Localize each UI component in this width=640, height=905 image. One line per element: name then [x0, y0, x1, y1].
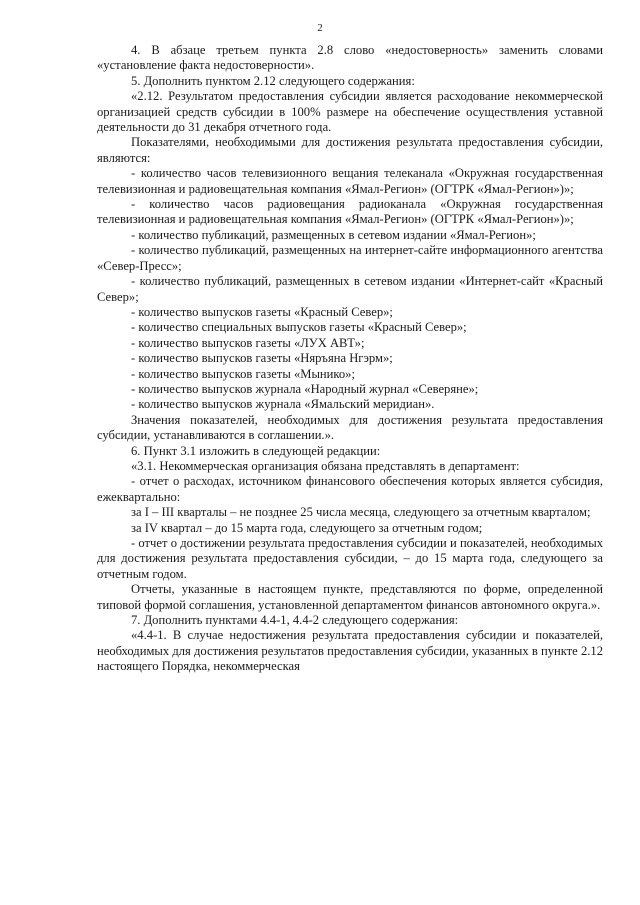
paragraph-2-12: «2.12. Результатом предоставления субсидии является расходование некоммерческой организацией средств субсидии в 100% размере на обеспечение осуществления уставной деятельности до 31 декабря отчетного года.	[97, 89, 603, 135]
list-item-yamal-meridian-issues: - количество выпусков журнала «Ямальский меридиан».	[131, 397, 435, 412]
list-item-myniko-issues: - количество выпусков газеты «Мынико»;	[131, 366, 355, 381]
paragraph-indicators-intro: Показателями, необходимыми для достижения результата предоставления субсидии, являются:	[97, 135, 603, 165]
paragraph-quarter-4: за IV квартал – до 15 марта года, следующего за отчетным годом;	[131, 520, 483, 535]
list-item-sever-press-publications: - количество публикаций, размещенных на интернет-сайте информационного агентства «Север-Пресс»;	[97, 243, 603, 273]
list-item-krasny-sever-issues: - количество выпусков газеты «Красный Север»;	[131, 304, 393, 319]
paragraph-quarters-1-3: за I – III кварталы – не позднее 25 числа месяца, следующего за отчетным кварталом;	[131, 505, 591, 520]
list-item-severyane-issues: - количество выпусков журнала «Народный журнал «Северяне»;	[131, 381, 479, 396]
paragraph-3-1: «3.1. Некоммерческая организация обязана представлять в департамент:	[131, 458, 520, 473]
list-item-naryana-ngerm-issues: - количество выпусков газеты «Няръяна Нгэрм»;	[131, 351, 393, 366]
page-number: 2	[317, 22, 323, 34]
list-item-tv-hours: - количество часов телевизионного вещания телеканала «Окружная государственная телевизионная и радиовещательная компания «Ямал-Регион» (ОГТРК «Ямал-Регион»)»;	[97, 166, 603, 196]
paragraph-item-5: 5. Дополнить пунктом 2.12 следующего содержания:	[131, 73, 415, 88]
paragraph-indicator-values: Значения показателей, необходимых для достижения результата предоставления субсидии, устанавливаются в соглашении.».	[97, 412, 603, 443]
list-item-results-report: - отчет о достижении результата предоставления субсидии и показателей, необходимых для достижения результата предоставления субсидии, – до 15 марта года, следующего за отчетным годом.	[97, 536, 603, 581]
list-item-krasny-sever-special-issues: - количество специальных выпусков газеты «Красный Север»;	[131, 320, 467, 335]
paragraph-report-form: Отчеты, указанные в настоящем пункте, представляются по форме, определенной типовой формой соглашения, установленной департаментом финансов автономного округа.».	[97, 582, 603, 612]
list-item-expense-report: - отчет о расходах, источником финансового обеспечения которых является субсидия, ежеквартально:	[97, 474, 603, 504]
list-item-radio-hours: - количество часов радиовещания радиоканала «Окружная государственная телевизионная и радиовещательная компания «Ямал-Регион» (ОГТРК «Ямал-Регион»)»;	[97, 197, 603, 227]
paragraph-item-4: 4. В абзаце третьем пункта 2.8 слово «недостоверность» заменить словами «установление факта недостоверности».	[97, 43, 603, 73]
document-body	[97, 43, 603, 675]
list-item-krasny-sever-site-publications: - количество публикаций, размещенных в сетевом издании «Интернет-сайт «Красный Север»;	[97, 274, 603, 304]
list-item-lukh-avt-issues: - количество выпусков газеты «ЛУХ АВТ»;	[131, 335, 365, 350]
paragraph-item-6: 6. Пункт 3.1 изложить в следующей редакции:	[131, 443, 381, 458]
paragraph-4-4-1: «4.4-1. В случае недостижения результата предоставления субсидии и показателей, необходимых для достижения результатов предоставления субсидии, указанных в пункте 2.12 настоящего Порядка, некоммерческая	[97, 628, 603, 674]
paragraph-item-7: 7. Дополнить пунктами 4.4-1, 4.4-2 следующего содержания:	[131, 613, 459, 628]
list-item-yamal-region-publications: - количество публикаций, размещенных в сетевом издании «Ямал-Регион»;	[131, 227, 536, 242]
